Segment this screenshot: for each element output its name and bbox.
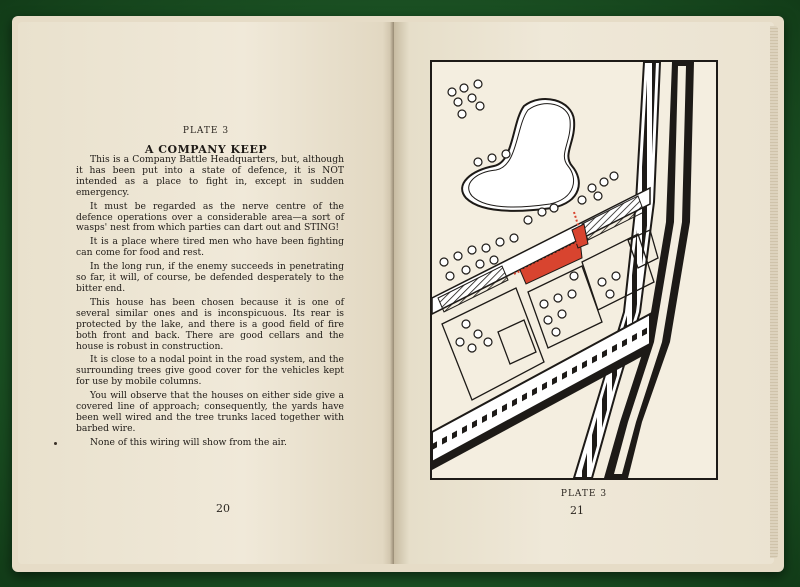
paragraph: In the long run, if the enemy succeeds in penetrating so far, it will, of course, be defended desperately to the bitter end. bbox=[76, 261, 344, 294]
paragraph: None of this wiring will show from the air. bbox=[90, 436, 287, 448]
page-edge-stack bbox=[770, 26, 778, 558]
paragraph: It is a place where tired men who have been fighting can come for food and rest. bbox=[76, 236, 344, 259]
open-booklet bbox=[12, 16, 784, 572]
map-illustration bbox=[432, 62, 716, 478]
plate-caption: PLATE 3 bbox=[560, 489, 608, 499]
body-text bbox=[76, 155, 344, 452]
paragraph: It is close to a nodal point in the road system, and the surrounding trees give good cover for the vehicles kept for use by mobile columns. bbox=[76, 354, 344, 388]
right-page bbox=[394, 22, 774, 564]
paragraph: This is a Company Battle Headquarters, but, although it has been put into a state of defence, it is NOT intended as a place to fight in, except in sudden emergency. bbox=[76, 154, 344, 198]
lake bbox=[462, 99, 579, 211]
page-heading: A COMPANY KEEP bbox=[144, 143, 268, 156]
paragraph: You will observe that the houses on either side give a covered line of approach; consequently, the yards have been well wired and the tree trunks laced together with barbed wire. bbox=[76, 390, 344, 434]
paragraph: This house has been chosen because it is one of several similar ones and is inconspicuous. Its rear is protected by the lake, and there is a good field of fire both front and back. There are good cellars and the house is robust in construction. bbox=[76, 296, 344, 352]
railway-tracks bbox=[574, 62, 694, 478]
page-number: 21 bbox=[570, 504, 584, 517]
left-page bbox=[18, 22, 394, 564]
plate-label: PLATE 3 bbox=[182, 126, 230, 136]
ink-speck bbox=[54, 442, 57, 445]
page-number: 20 bbox=[216, 502, 230, 515]
paragraph: It must be regarded as the nerve centre of the defence operations over a considerable area—a sort of wasps' nest from which parties can dart out and STING! bbox=[76, 200, 344, 234]
plate-map bbox=[430, 60, 718, 480]
